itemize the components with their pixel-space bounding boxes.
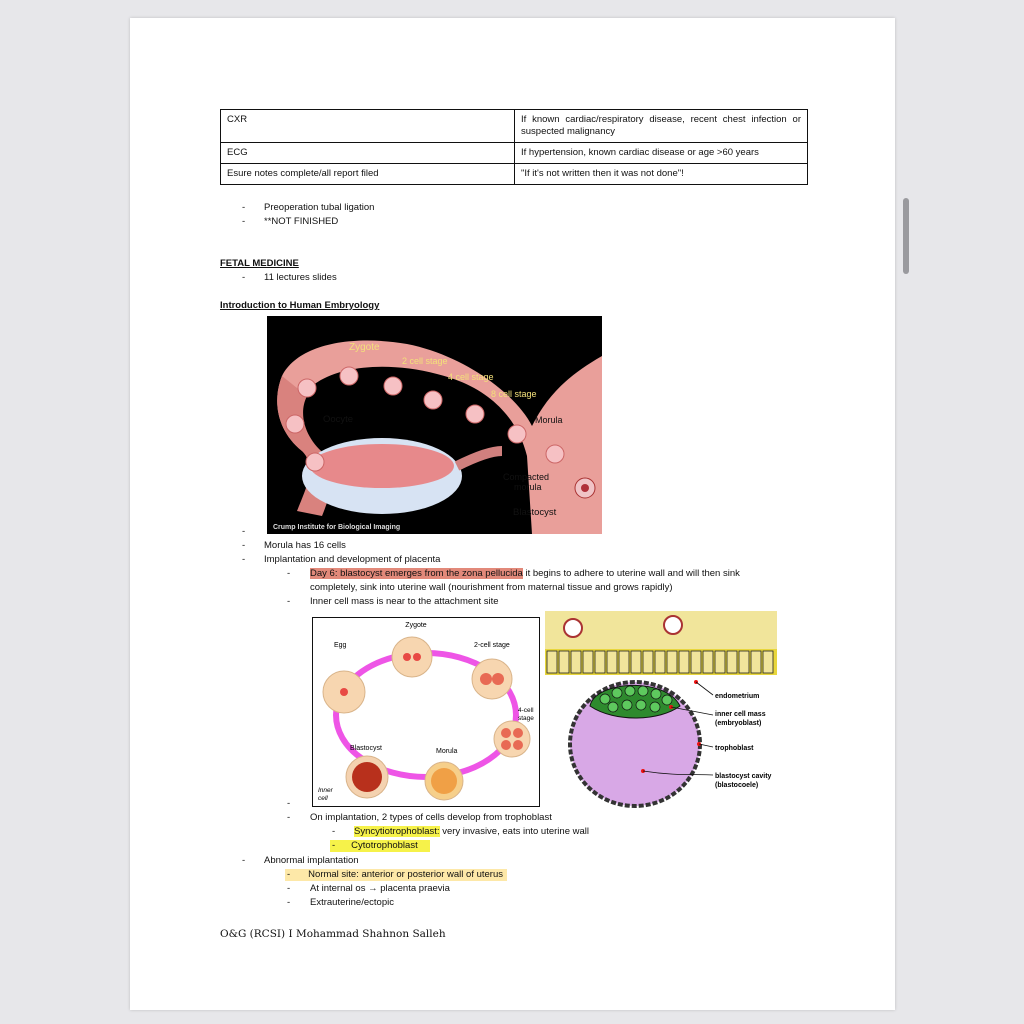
fig2-label: Egg [334,642,347,649]
table-row [221,110,808,143]
fig1-label: Morula [535,415,563,425]
table-cell: Esure notes complete/all report filed [221,164,515,185]
fig2-label: Inner [318,787,333,794]
list-item: **NOT FINISHED [264,216,339,227]
fig1-credit: Crump Institute for Biological Imaging [273,524,401,531]
list-dash: - [242,272,246,283]
page-footer: O&G (RCSI) I Mohammad Shahnon Salleh [220,928,446,940]
fig2-label: Zygote [405,622,427,629]
list-dash: - [287,869,291,880]
list-item: Abnormal implantation [264,855,359,866]
section-title: FETAL MEDICINE [220,258,299,269]
list-item: Morula has 16 cells [264,540,346,551]
fig1-label: 8 cell stage [491,389,537,399]
fig1-label: Compacted [503,472,550,482]
list-dash: - [287,812,291,823]
fig3-label: (embryoblast) [715,720,762,727]
document-page [130,18,895,1010]
highlight-syncytio: Syncytiotrophoblast: [354,826,440,837]
scrollbar-thumb[interactable] [903,198,909,274]
fig1-label: morula [514,482,542,492]
fig1-label: Zygote [349,342,380,353]
list-item-continuation: completely, sink into uterine wall (nourishment from maternal tissue and grows rapidly) [310,582,673,593]
fig1-label: Oocyte [323,414,354,425]
list-dash: - [287,798,291,809]
fig1-label: 2 cell stage [402,356,448,366]
list-dash: - [332,826,336,837]
table-cell: CXR [221,110,515,143]
fig3-label: (blastocoele) [715,782,759,789]
list-item: At internal os → placenta praevia [310,883,450,894]
list-dash: - [332,840,336,851]
list-dash: - [287,897,291,908]
list-item [310,568,740,580]
fig2-label: 2-cell stage [474,642,510,649]
fig2-label: cell [318,795,328,802]
fig3-label: trophoblast [715,745,754,752]
table-cell: If hypertension, known cardiac disease or age >60 years [515,143,808,164]
list-dash: - [242,554,246,565]
list-dash: - [287,883,291,894]
implantation-figure [545,611,780,811]
list-item [285,869,507,881]
subsection-title: Introduction to Human Embryology [220,300,380,311]
table-cell: "If it's not written then it was not done"! [515,164,808,185]
highlight-day6: Day 6: blastocyst emerges from the zona pellucida [310,568,523,579]
preop-table [220,109,808,185]
fig3-label: inner cell mass [715,711,766,718]
list-item: Preoperation tubal ligation [264,202,375,213]
fig2-label: Blastocyst [350,745,382,752]
table-row [221,164,808,185]
highlight-normal-site: Normal site: anterior or posterior wall of uterus [308,869,503,880]
table-cell: ECG [221,143,515,164]
list-dash: - [242,202,246,213]
list-item: Inner cell mass is near to the attachment site [310,596,499,607]
list-item [330,840,430,852]
table-cell-text: If known cardiac/respiratory disease, recent chest infection or suspected malignancy [521,114,801,137]
embryology-figure [267,316,602,534]
list-dash: - [287,568,291,579]
fig1-label: Blastocyst [513,507,557,518]
list-dash: - [287,596,291,607]
table-cell [515,110,808,143]
list-item [354,826,589,838]
list-dash: - [242,216,246,227]
fig2-label: Morula [436,748,458,755]
table-row [221,143,808,164]
list-item: On implantation, 2 types of cells develop from trophoblast [310,812,552,823]
list-item-text: it begins to adhere to uterine wall and will then sink [525,568,740,579]
fig3-label: endometrium [715,693,760,700]
fig3-label: blastocyst cavity [715,773,772,780]
list-dash: - [242,526,246,537]
highlight-cyto: Cytotrophoblast [351,840,418,851]
development-cycle-figure [312,617,540,807]
fig1-label: 4 cell stage [448,372,494,382]
list-item-text: very invasive, eats into uterine wall [442,826,589,837]
list-item: Extrauterine/ectopic [310,897,394,908]
list-item: Implantation and development of placenta [264,554,441,565]
list-item: 11 lectures slides [264,272,337,283]
fig2-label: 4-cell [518,707,534,714]
list-dash: - [242,855,246,866]
fig2-label: stage [518,715,534,722]
list-dash: - [242,540,246,551]
